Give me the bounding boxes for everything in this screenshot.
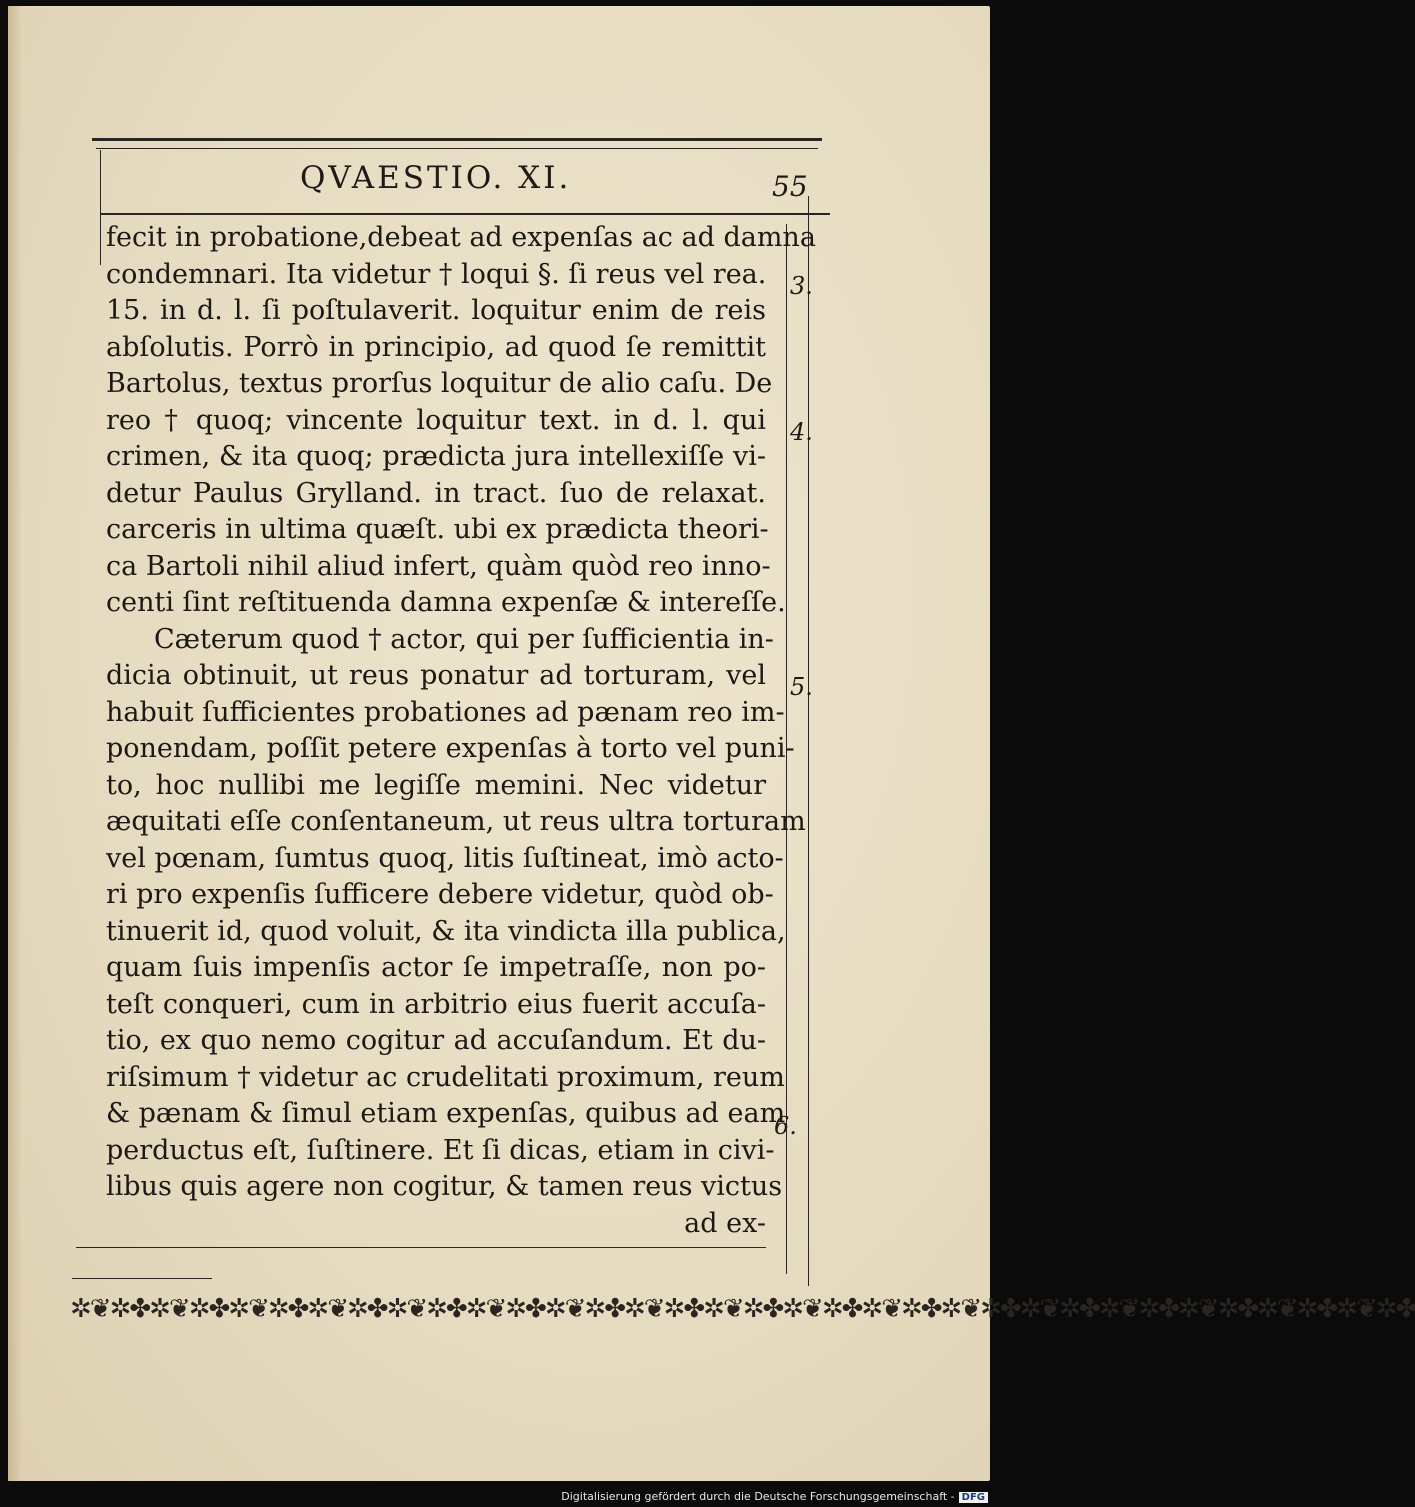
margin-frame-line <box>808 196 809 1286</box>
text-line: ponendam, poſſit petere expenſas à torto vel puni- <box>106 733 795 764</box>
bottom-rule <box>76 1247 766 1248</box>
top-rule-thin <box>96 148 818 149</box>
margin-note: 6. <box>774 1112 797 1140</box>
top-rule <box>92 138 822 141</box>
dfg-logo-icon[interactable]: DFG <box>959 1492 988 1503</box>
margin-note: 5. <box>790 673 813 701</box>
catchword: ad ex- <box>684 1207 766 1239</box>
text-line: & pænam & ſimul etiam expenſas, quibus ad eam <box>106 1098 786 1129</box>
text-line: ca Bartoli nihil aliud infert, quàm quòd reo inno- <box>106 550 771 582</box>
text-line: perductus eſt, ſuſtinere. Et ſi dicas, etiam in civi- <box>106 1134 775 1166</box>
text-line: habuit ſufficientes probationes ad pænam reo im- <box>106 696 785 728</box>
text-line: fecit in probatione,debeat ad expenſas ac ad damna <box>106 222 816 253</box>
text-line: to, hoc nullibi me legiſſe memini. Nec videtur <box>106 769 766 801</box>
text-line: riſsimum † videtur ac crudelitati proximum, reum <box>106 1061 785 1093</box>
header-rule <box>100 213 830 215</box>
text-line: tinuerit id, quod voluit, & ita vindicta illa publica, <box>106 915 786 947</box>
text-block <box>106 220 816 1242</box>
text-line: vel pœnam, ſumtus quoq, litis ſuſtineat, imò acto- <box>106 842 784 874</box>
left-frame-line <box>100 150 101 265</box>
text-line: detur Paulus Grylland. in tract. ſuo de relaxat. <box>106 477 766 509</box>
text-line: libus quis agere non cogitur, & tamen reus victus <box>106 1171 783 1202</box>
text-line: tio, ex quo nemo cogitur ad accuſandum. Et du- <box>106 1025 766 1056</box>
running-header: QVAESTIO. XI. <box>300 160 572 196</box>
text-line: quam ſuis impenſis actor ſe impetraſſe, non po- <box>106 952 766 983</box>
ornament-band-icon: ✲❦✲✤✲❦✲✤✲❦✲✤✲❦✲✤✲❦✲✤✲❦✲✤✲❦✲✤✲❦✲✤✲❦✲✤✲❦✲✤✲❦✲✤✲❦✲✤✲❦✲✤✲❦✲✤✲❦✲✤✲❦✲✤✲❦✲✤ <box>70 1294 1415 1324</box>
text-line: æquitati eſſe conſentaneum, ut reus ultra torturam <box>106 806 806 837</box>
text-line: crimen, & ita quoq; prædicta jura intellexiſſe vi- <box>106 441 766 472</box>
text-line: centi ſint reſtituenda damna expenſæ & intereſſe. <box>106 587 786 618</box>
digitization-footer <box>561 1490 988 1503</box>
text-line: carceris in ultima quæſt. ubi ex prædicta theori- <box>106 514 769 545</box>
text-line: 15. in d. l. ſi poſtulaverit. loquitur enim de reis <box>106 295 766 326</box>
text-line: teſt conqueri, cum in arbitrio eius fuerit accuſa- <box>106 988 766 1020</box>
page-number: 55 <box>772 170 808 203</box>
bottom-rule-short <box>72 1278 212 1279</box>
page-edge-shadow <box>8 6 22 1481</box>
text-line: abſolutis. Porrò in principio, ad quod ſe remittit <box>106 331 766 363</box>
footer-text: Digitalisierung gefördert durch die Deutsche Forschungsgemeinschaft - <box>561 1490 955 1503</box>
text-line: ri pro expenſis ſufficere debere videtur, quòd ob- <box>106 879 774 910</box>
text-line: dicia obtinuit, ut reus ponatur ad torturam, vel <box>106 660 766 691</box>
text-line: reo † quoq; vincente loquitur text. in d. l. qui <box>106 404 766 436</box>
margin-note: 4. <box>790 418 813 446</box>
text-line: condemnari. Ita videtur † loqui §. ſi reus vel rea. <box>106 258 767 290</box>
text-line: Bartolus, textus prorſus loquitur de alio caſu. De <box>106 368 773 399</box>
text-line: Cæterum quod † actor, qui per ſufficientia in- <box>154 623 774 655</box>
margin-note: 3. <box>790 272 813 300</box>
